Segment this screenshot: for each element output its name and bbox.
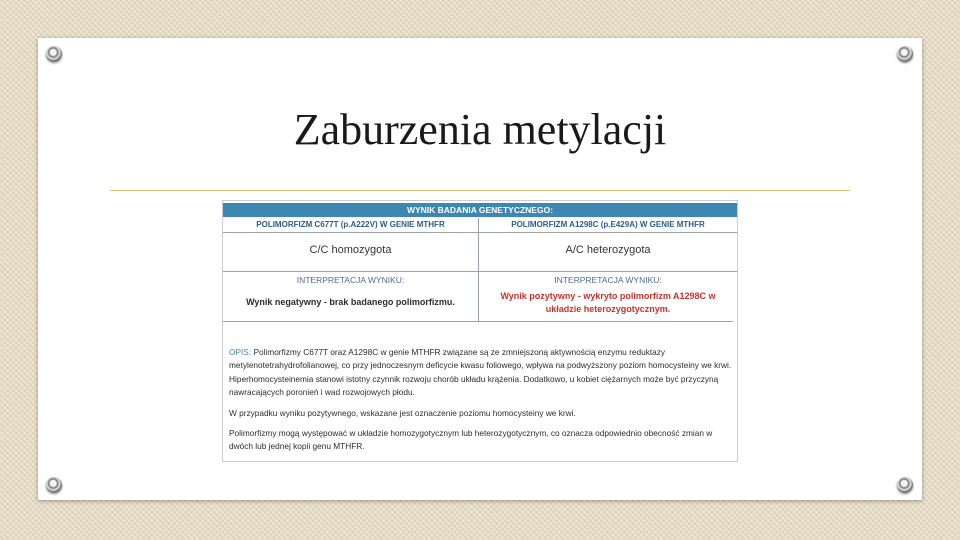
document-header: WYNIK BADANIA GENETYCZNEGO: (223, 203, 737, 217)
pushpin-icon (46, 46, 62, 62)
interpretation-label-a1298c: INTERPRETACJA WYNIKU: (554, 275, 662, 285)
interpretation-label-c677t: INTERPRETACJA WYNIKU: (296, 275, 405, 285)
column-divider (478, 218, 479, 321)
result-a1298c: Wynik pozytywny - wykryto polimorfizm A1298C w układzie heterozygotycznym. (500, 291, 716, 314)
genetic-test-result-document (222, 200, 738, 462)
genotype-c677t: C/C homozygota (309, 244, 392, 256)
column-heading-a1298c: POLIMORFIZM A1298C (p.E429A) W GENIE MTHFR (511, 220, 705, 229)
recommendation-paragraph: W przypadku wyniku pozytywnego, wskazane jest oznaczenie poziomu homocysteiny we krwi. (229, 408, 576, 418)
divider (223, 271, 737, 272)
description-label: OPIS: (229, 347, 252, 357)
title-divider (110, 190, 850, 191)
genotype-a1298c: A/C heterozygota (565, 244, 651, 256)
description-paragraph (229, 346, 733, 400)
divider (223, 232, 737, 233)
column-heading-c677t: POLIMORFIZM C677T (p.A222V) W GENIE MTHFR (256, 220, 445, 229)
slide-title: Zaburzenia metylacji (293, 105, 667, 154)
divider (223, 321, 733, 322)
pushpin-icon (897, 477, 913, 493)
polymorphism-note-paragraph: Polimorfizmy mogą występować w układzie homozygotycznym lub heterozygotycznym, co oznacza odpowiednio obecność zmian w dwóch lub jednej kopii genu MTHFR. (229, 428, 713, 452)
pushpin-icon (897, 46, 913, 62)
pushpin-icon (46, 477, 62, 493)
result-c677t: Wynik negatywny - brak badanego polimorfizmu. (246, 297, 455, 307)
description-text: Polimorfizmy C677T oraz A1298C w genie MTHFR związane są ze zmniejszoną aktywnością enzymu reduktazy metylenotetrahydrofolianowej, co przy jednoczesnym deficycie kwasu foliowego, wpływa na podwyższony poziom homocysteiny we krwi. Hiperhomocysteinemia stanowi istotny czynnik rozwoju chorób układu krążenia. Dodatkowo, u kobiet ciężarnych może być przyczyną nawracających poronień i wad rozwojowych płodu. (229, 347, 732, 398)
